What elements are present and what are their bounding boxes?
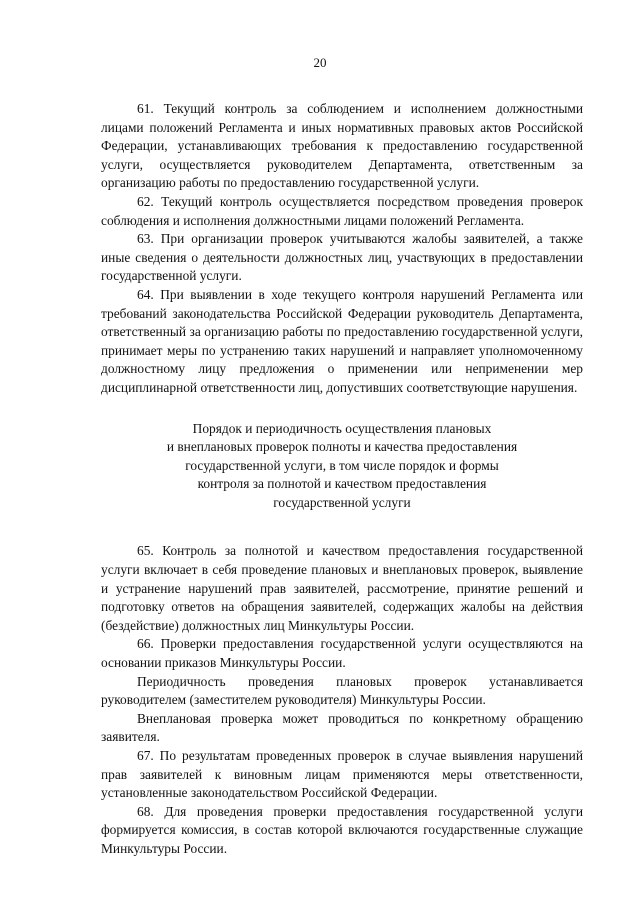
paragraph-64: 64. При выявлении в ходе текущего контроля нарушений Регламента или требований законодательства Российской Федерации руководитель Департамента, ответственный за организацию работы по предоставлению государственной услуги, принимает меры по устранению таких нарушений и направляет уполномоченному должностному лицу предложения о применении или неприменении мер дисциплинарной ответственности лиц, допустивших соответствующие нарушения. <box>101 286 583 395</box>
paragraph-68: 68. Для проведения проверки предоставления государственной услуги формируется комиссия, в состав которой включаются государственные служащие Минкультуры России. <box>101 803 583 856</box>
paragraph-67: 67. По результатам проведенных проверок в случае выявления нарушений прав заявителей к виновным лицам применяются меры ответственности, установленные законодательством Российской Федерации. <box>101 748 583 801</box>
paragraph-66-periodicity: Периодичность проведения плановых проверок устанавливается руководителем (заместителем руководителя) Минкультуры России. <box>101 673 583 708</box>
heading-line: государственной услуги, в том числе порядок и формы <box>185 457 499 473</box>
paragraph-62: 62. Текущий контроль осуществляется посредством проведения проверок соблюдения и исполнения должностными лицами положений Регламента. <box>101 193 583 228</box>
section-heading <box>101 420 583 513</box>
paragraph-63: 63. При организации проверок учитываются жалобы заявителей, а также иные сведения о деятельности должностных лиц, участвующих в предоставлении государственной услуги. <box>101 231 583 284</box>
page-number: 20 <box>313 55 327 70</box>
document-body <box>101 100 583 859</box>
paragraph-66-unscheduled: Внеплановая проверка может проводиться по конкретному обращению заявителя. <box>101 710 583 745</box>
heading-line: государственной услуги <box>273 494 411 510</box>
heading-line: контроля за полнотой и качеством предоставления <box>197 476 487 492</box>
heading-line: и внеплановых проверок полноты и качества предоставления <box>166 439 518 455</box>
paragraph-66: 66. Проверки предоставления государственной услуги осуществляются на основании приказов Минкультуры России. <box>101 636 583 671</box>
paragraph-61: 61. Текущий контроль за соблюдением и исполнением должностными лицами положений Регламента и иных нормативных правовых актов Российской Федерации, устанавливающих требования к предоставлению государственной услуги, осуществляется руководителем Департамента, ответственным за организацию работы по предоставлению государственной услуги. <box>101 101 583 191</box>
paragraph-65: 65. Контроль за полнотой и качеством предоставления государственной услуги включает в себя проведение плановых и внеплановых проверок, выявление и устранение нарушений прав заявителей, рассмотрение, принятие решений и подготовку ответов на обращения заявителей, содержащих жалобы на действия (бездействие) должностных лиц Минкультуры России. <box>101 543 583 633</box>
heading-line: Порядок и периодичность осуществления плановых <box>192 420 492 436</box>
